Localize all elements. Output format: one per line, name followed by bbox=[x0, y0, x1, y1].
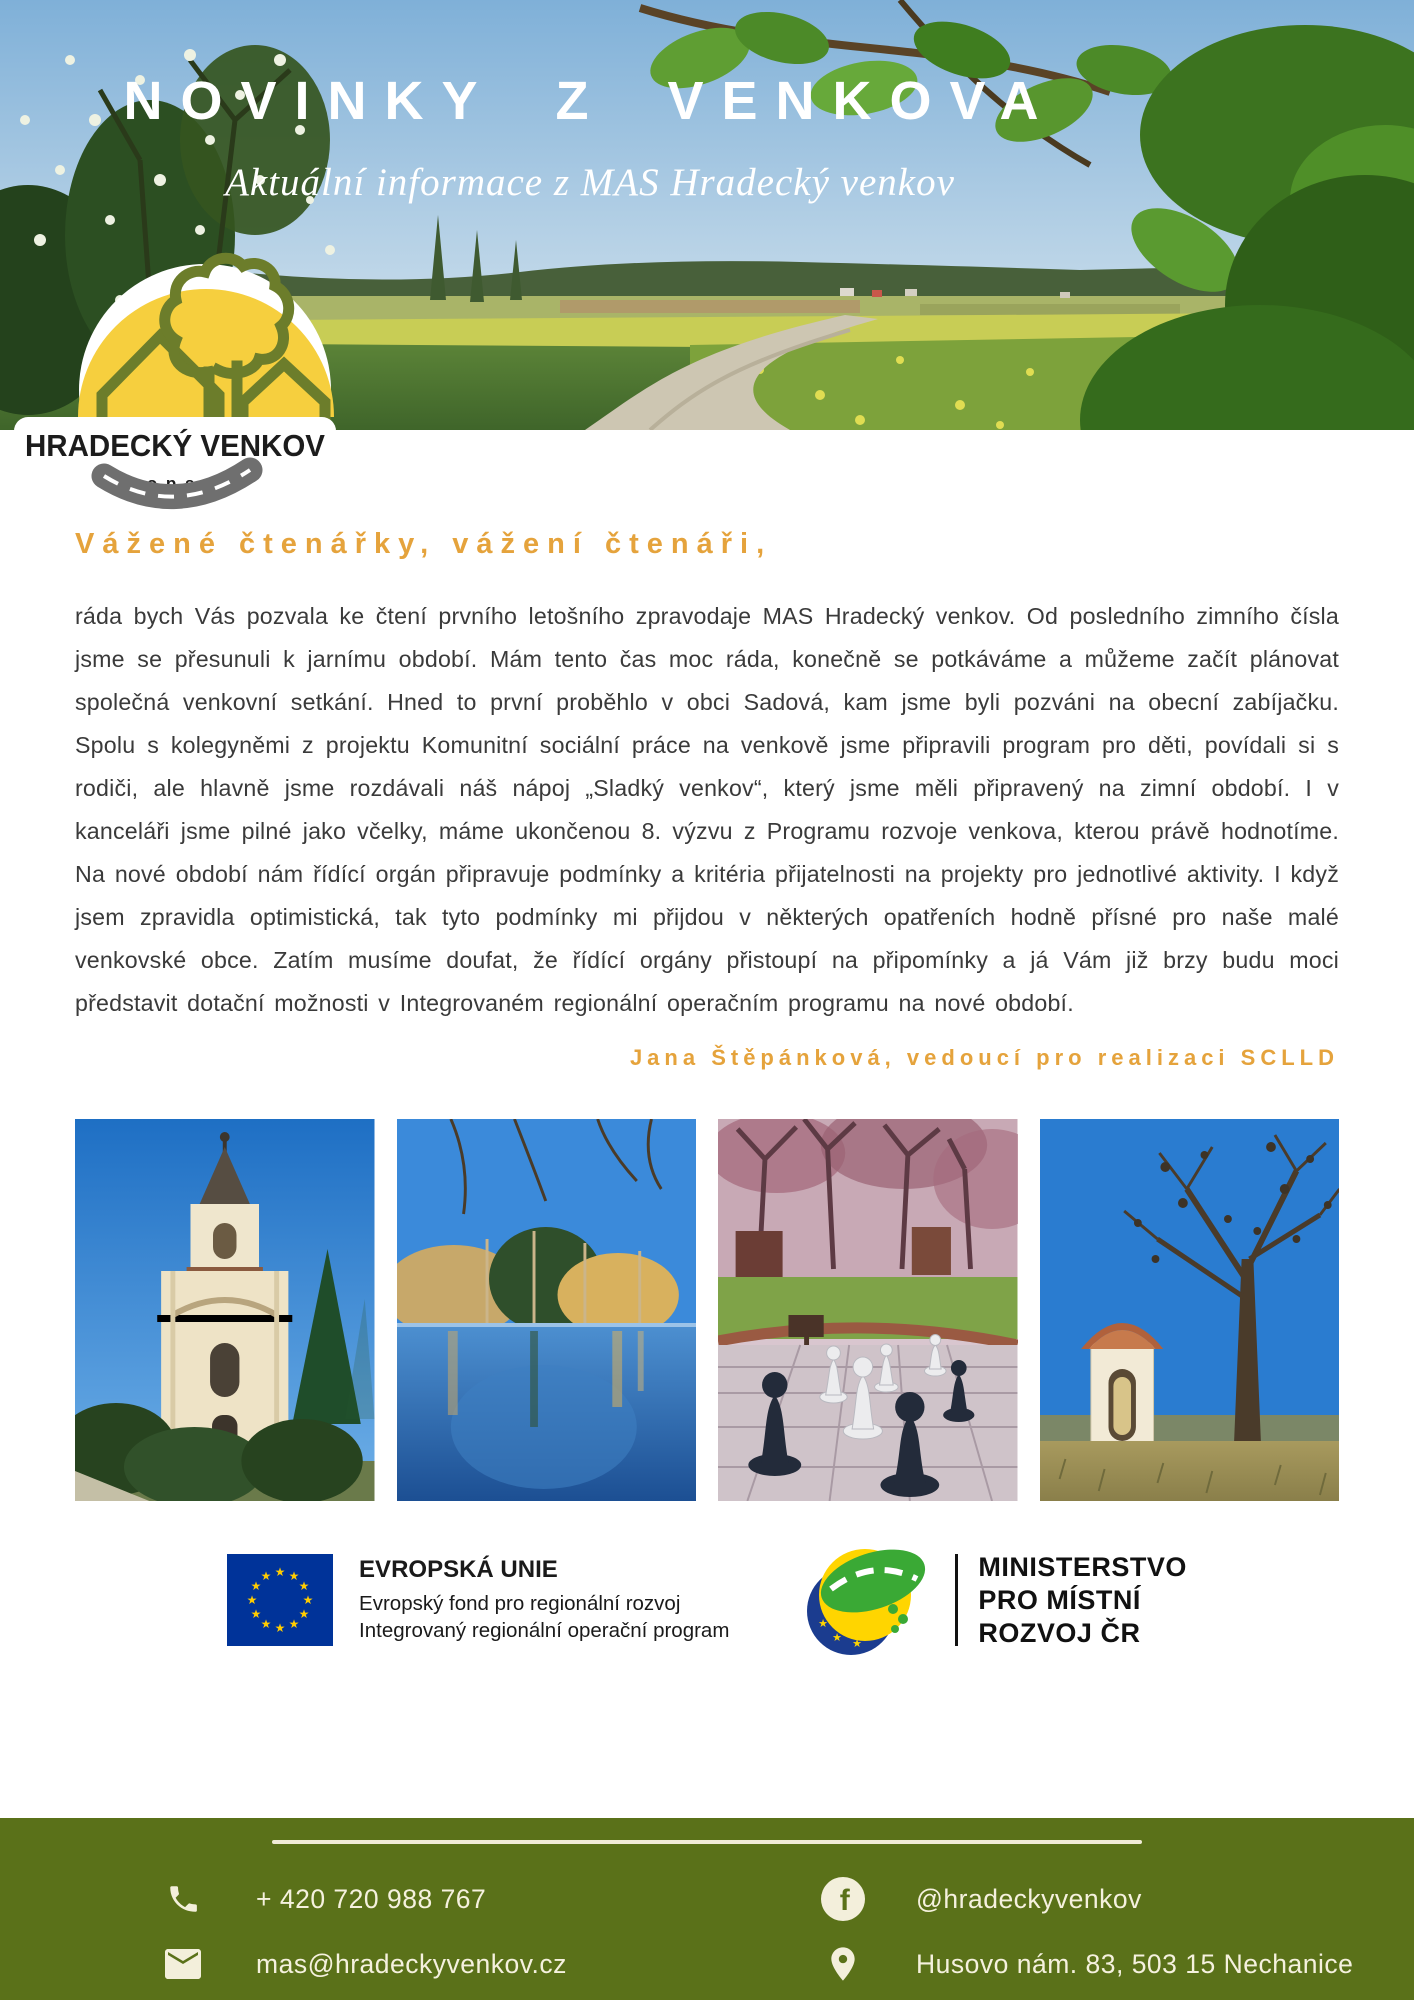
ministry-block bbox=[785, 1545, 1187, 1655]
photo-giant-chess bbox=[718, 1119, 1018, 1501]
ministry-line1: MINISTERSTVO bbox=[978, 1551, 1187, 1582]
photo-church bbox=[75, 1119, 375, 1501]
phone-icon bbox=[160, 1882, 206, 1916]
facebook-icon bbox=[820, 1876, 866, 1922]
funding-logos-row bbox=[75, 1545, 1339, 1655]
svg-text:★: ★ bbox=[246, 1593, 258, 1607]
photo-row bbox=[75, 1119, 1339, 1501]
svg-text:f: f bbox=[839, 1884, 851, 1917]
svg-text:★: ★ bbox=[274, 1565, 286, 1579]
email-icon bbox=[160, 1949, 206, 1979]
ministry-text bbox=[978, 1551, 1187, 1650]
svg-text:★: ★ bbox=[250, 1579, 262, 1593]
svg-text:★: ★ bbox=[298, 1579, 310, 1593]
svg-text:★: ★ bbox=[288, 1569, 300, 1583]
location-pin-icon bbox=[820, 1944, 866, 1984]
phone-contact[interactable] bbox=[160, 1876, 820, 1922]
newsletter-subtitle: Aktuální informace z MAS Hradecký venkov bbox=[225, 161, 955, 204]
ministry-divider bbox=[955, 1554, 958, 1646]
banner-text bbox=[0, 0, 1180, 205]
logo-suffix-text: o.p.s. bbox=[146, 474, 204, 493]
svg-text:★: ★ bbox=[288, 1617, 300, 1631]
editorial-text: ráda bych Vás pozvala ke čtení prvního letošního zpravodaje MAS Hradecký venkov. Od posledního zimního čísla jsme se přesunuli k jarnímu období. Mám tento čas moc ráda, konečně se potkáváme a můžeme začít plánovat společná venkovní setkání. Hned to první proběhlo v obci Sadová, kam jsme byli pozváni na obecní zabíjačku. Spolu s kolegyněmi z projektu Komunitní sociální práce na venkově jsme připravili program pro děti, povídali si s rodiči, ale hlavně jsme rozdávali náš nápoj „Sladký venkov“, který jsme měli připravený na zimní období. I v kanceláři jsme pilné jako včelky, máme ukončenou 8. výzvu z Programu rozvoje venkova, kterou právě hodnotíme. Na nové období nám řídící orgán připravuje podmínky a kritéria přijatelnosti na projekty pro jednotlivé aktivity. I když jsem zpravidla optimistická, tak tyto podmínky mi přijdou v některých opatřeních hodně přísné pro naše malé venkovské obce. Zatím musíme doufat, že řídící orgány přistoupí na připomínky a já Vám již brzy budu moci představit dotační možnosti v Integrovaném regionální operačním programu na nové období. bbox=[75, 603, 1339, 1016]
ministry-line2: PRO MÍSTNÍ bbox=[978, 1584, 1141, 1615]
ministry-logo-icon bbox=[785, 1545, 935, 1655]
eu-text bbox=[359, 1556, 729, 1644]
signature-line: Jana Štěpánková, vedoucí pro realizaci SCLLD bbox=[629, 1045, 1339, 1070]
address-contact[interactable] bbox=[820, 1944, 1414, 1984]
svg-text:★: ★ bbox=[260, 1569, 272, 1583]
postal-address: Husovo nám. 83, 503 15 Nechanice bbox=[916, 1948, 1354, 1979]
photo-pond bbox=[397, 1119, 697, 1501]
logo-name-text: HRADECKÝ VENKOV bbox=[25, 428, 326, 463]
greeting-heading: Vážené čtenářky, vážení čtenáři, bbox=[75, 528, 773, 560]
eu-line3: Integrovaný regionální operační program bbox=[359, 1619, 730, 1642]
svg-text:★: ★ bbox=[298, 1607, 310, 1621]
svg-text:★: ★ bbox=[250, 1607, 262, 1621]
eu-flag-icon bbox=[227, 1554, 333, 1646]
photo-chapel bbox=[1040, 1119, 1340, 1501]
svg-text:★: ★ bbox=[274, 1621, 286, 1635]
eu-line2: Evropský fond pro regionální rozvoj bbox=[359, 1592, 681, 1615]
svg-text:★: ★ bbox=[852, 1637, 863, 1650]
eu-block bbox=[227, 1554, 729, 1646]
chapel bbox=[1081, 1323, 1163, 1456]
contacts bbox=[0, 1876, 1414, 1984]
email-address: mas@hradeckyvenkov.cz bbox=[256, 1948, 567, 1979]
eu-line1: EVROPSKÁ UNIE bbox=[359, 1556, 558, 1583]
footer bbox=[0, 1818, 1414, 2000]
svg-text:★: ★ bbox=[302, 1593, 314, 1607]
phone-number: + 420 720 988 767 bbox=[256, 1883, 487, 1914]
facebook-handle: @hradeckyvenkov bbox=[916, 1883, 1142, 1914]
facebook-contact[interactable] bbox=[820, 1876, 1414, 1922]
svg-text:★: ★ bbox=[832, 1631, 843, 1644]
footer-divider bbox=[272, 1840, 1142, 1844]
email-contact[interactable] bbox=[160, 1944, 820, 1984]
main-content bbox=[0, 430, 1414, 1655]
newsletter-title: NOVINKY Z VENKOVA bbox=[123, 71, 1057, 131]
svg-text:★: ★ bbox=[260, 1617, 272, 1631]
svg-text:★: ★ bbox=[818, 1617, 829, 1630]
ministry-line3: ROZVOJ ČR bbox=[978, 1617, 1141, 1648]
